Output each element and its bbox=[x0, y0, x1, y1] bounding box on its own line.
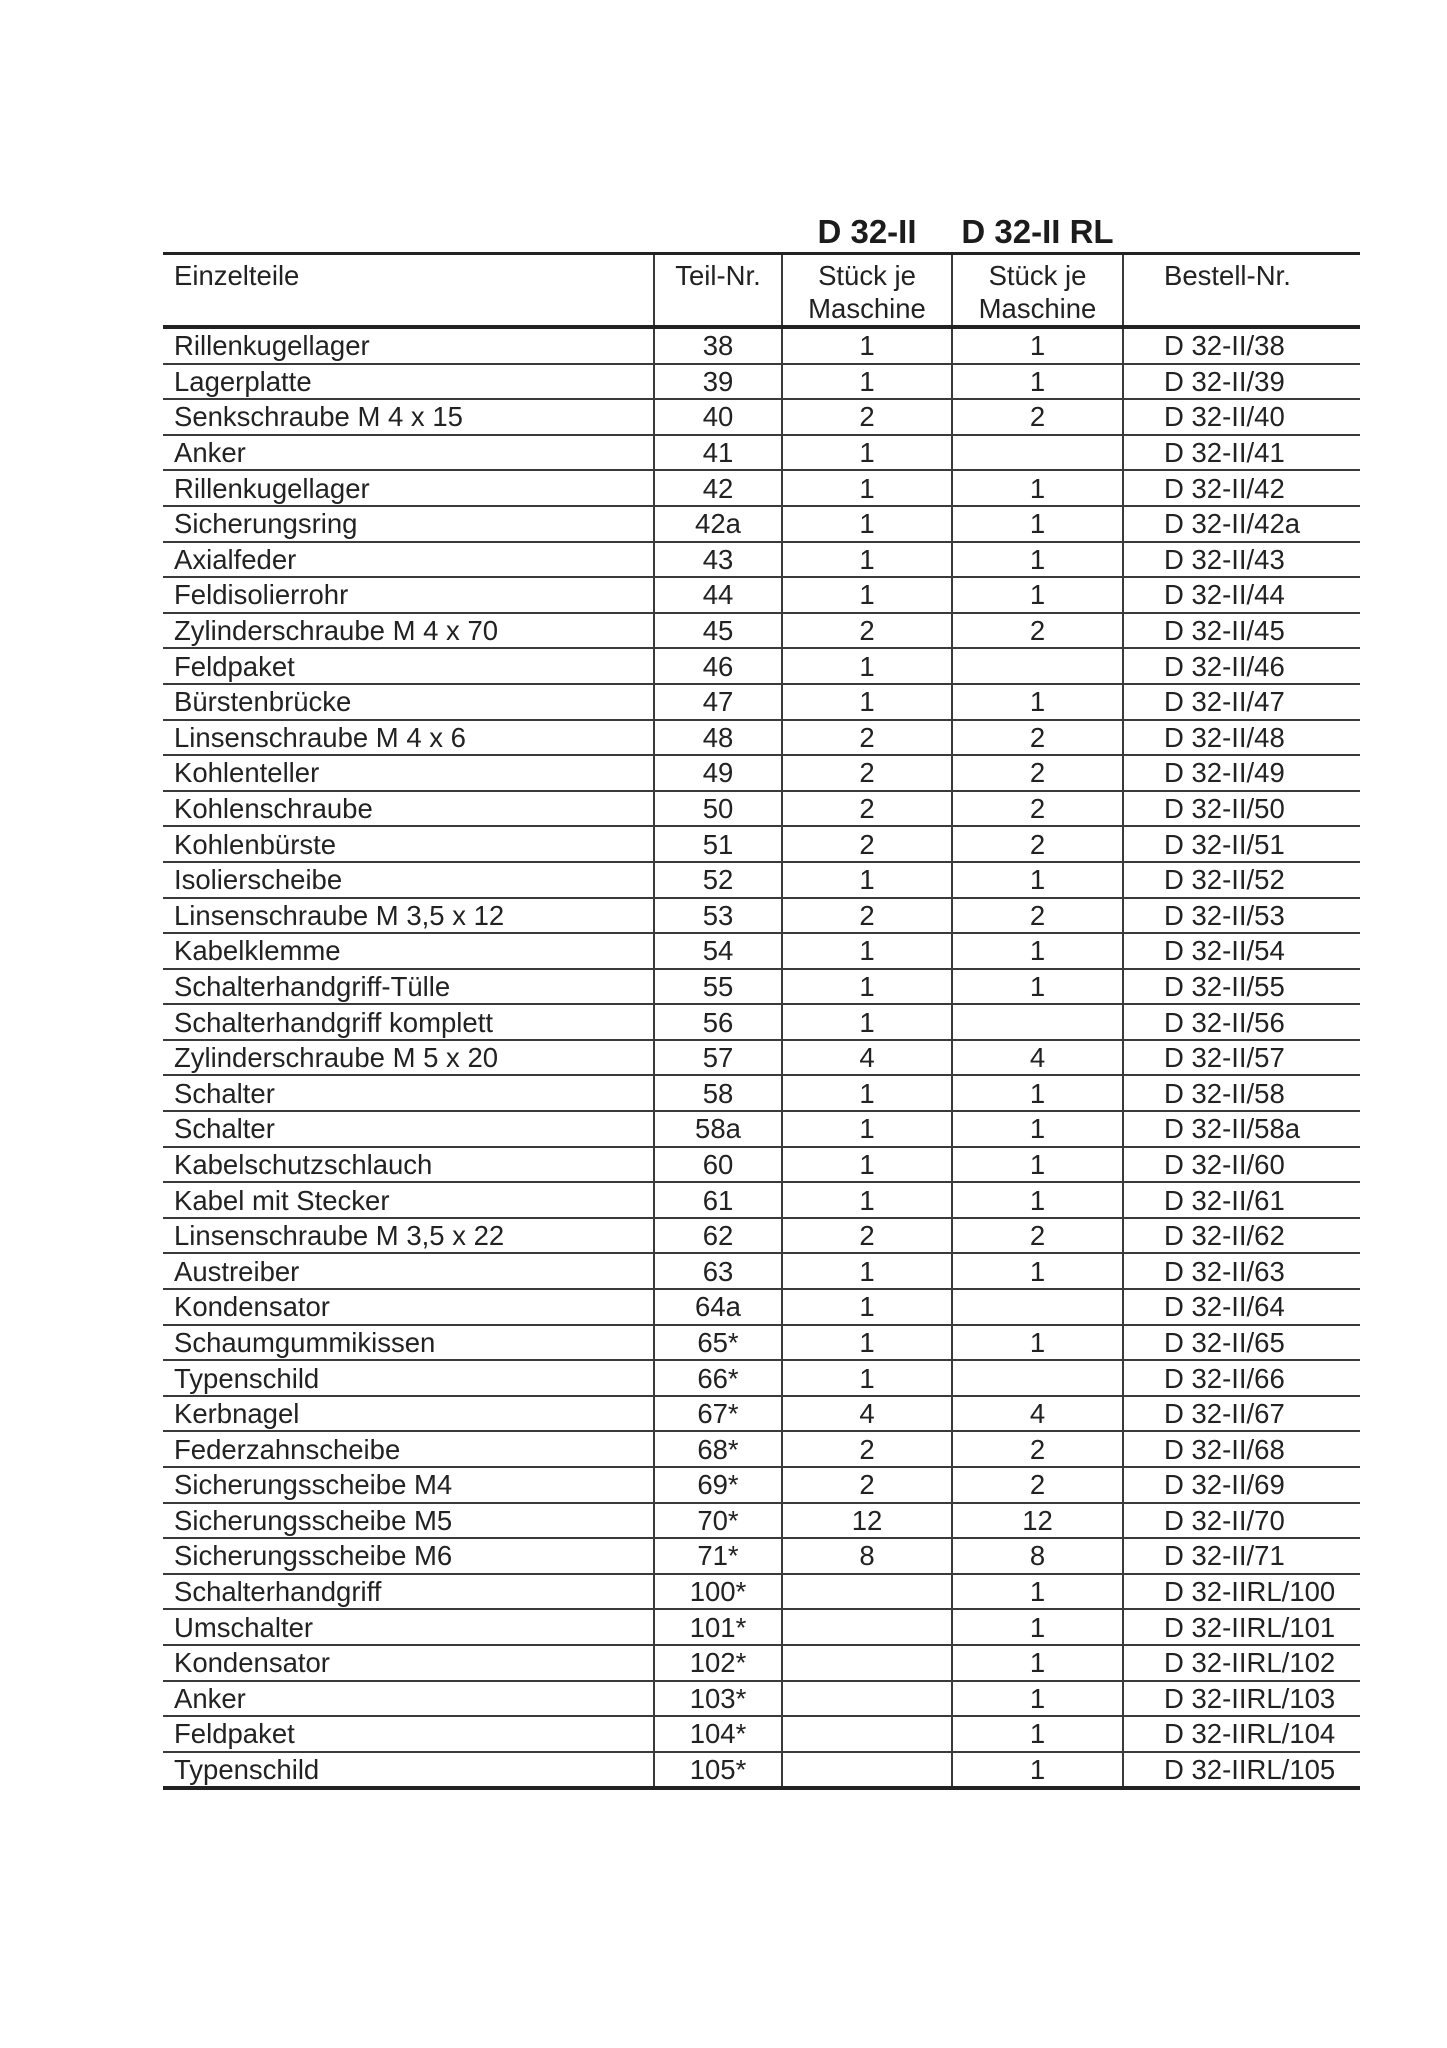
model-title-d32-ii: D 32-II bbox=[817, 213, 917, 250]
cell-order-number: D 32-II/42a bbox=[1123, 506, 1360, 542]
cell-part-number: 54 bbox=[654, 933, 782, 969]
cell-part-name: Linsenschraube M 4 x 6 bbox=[163, 720, 654, 756]
cell-part-name: Austreiber bbox=[163, 1253, 654, 1289]
table-row bbox=[163, 1431, 1360, 1467]
cell-qty-d32-ii: 1 bbox=[782, 1182, 952, 1218]
cell-qty-d32-ii-rl: 1 bbox=[952, 1752, 1123, 1789]
column-header-qty-1-line2: Maschine bbox=[808, 293, 926, 324]
table-row bbox=[163, 1218, 1360, 1254]
cell-part-name: Kohlenschraube bbox=[163, 791, 654, 827]
cell-part-number: 46 bbox=[654, 648, 782, 684]
cell-qty-d32-ii: 8 bbox=[782, 1538, 952, 1574]
cell-part-number: 71* bbox=[654, 1538, 782, 1574]
cell-qty-d32-ii: 4 bbox=[782, 1396, 952, 1432]
table-row bbox=[163, 542, 1360, 578]
cell-part-number: 63 bbox=[654, 1253, 782, 1289]
cell-qty-d32-ii: 1 bbox=[782, 470, 952, 506]
table-row bbox=[163, 506, 1360, 542]
cell-part-number: 103* bbox=[654, 1681, 782, 1717]
cell-part-name: Kondensator bbox=[163, 1289, 654, 1325]
cell-part-number: 41 bbox=[654, 435, 782, 471]
table-row bbox=[163, 791, 1360, 827]
cell-part-number: 52 bbox=[654, 862, 782, 898]
cell-qty-d32-ii bbox=[782, 1609, 952, 1645]
cell-part-name: Anker bbox=[163, 1681, 654, 1717]
table-row bbox=[163, 684, 1360, 720]
cell-qty-d32-ii: 1 bbox=[782, 933, 952, 969]
cell-order-number: D 32-II/46 bbox=[1123, 648, 1360, 684]
cell-part-number: 45 bbox=[654, 613, 782, 649]
cell-qty-d32-ii-rl: 2 bbox=[952, 613, 1123, 649]
cell-order-number: D 32-II/60 bbox=[1123, 1147, 1360, 1183]
model-title-d32-ii-rl: D 32-II RL bbox=[961, 213, 1114, 250]
table-row bbox=[163, 1645, 1360, 1681]
table-row bbox=[163, 862, 1360, 898]
column-header-qty-d32-ii-rl bbox=[952, 254, 1123, 328]
cell-part-name: Zylinderschraube M 4 x 70 bbox=[163, 613, 654, 649]
cell-part-name: Rillenkugellager bbox=[163, 327, 654, 364]
cell-qty-d32-ii-rl: 1 bbox=[952, 577, 1123, 613]
table-row bbox=[163, 1538, 1360, 1574]
cell-part-name: Bürstenbrücke bbox=[163, 684, 654, 720]
table-row bbox=[163, 1716, 1360, 1752]
cell-part-number: 51 bbox=[654, 826, 782, 862]
cell-order-number: D 32-II/58a bbox=[1123, 1111, 1360, 1147]
cell-qty-d32-ii: 1 bbox=[782, 542, 952, 578]
cell-qty-d32-ii-rl bbox=[952, 435, 1123, 471]
cell-part-name: Sicherungsscheibe M6 bbox=[163, 1538, 654, 1574]
cell-qty-d32-ii: 1 bbox=[782, 327, 952, 364]
table-row bbox=[163, 969, 1360, 1005]
cell-order-number: D 32-IIRL/105 bbox=[1123, 1752, 1360, 1789]
cell-qty-d32-ii bbox=[782, 1681, 952, 1717]
cell-part-number: 67* bbox=[654, 1396, 782, 1432]
cell-part-number: 70* bbox=[654, 1503, 782, 1539]
cell-order-number: D 32-IIRL/103 bbox=[1123, 1681, 1360, 1717]
cell-order-number: D 32-II/40 bbox=[1123, 399, 1360, 435]
cell-part-number: 48 bbox=[654, 720, 782, 756]
cell-part-number: 38 bbox=[654, 327, 782, 364]
column-header-qty-2-line2: Maschine bbox=[978, 293, 1097, 324]
table-row bbox=[163, 1609, 1360, 1645]
cell-part-name: Sicherungsscheibe M5 bbox=[163, 1503, 654, 1539]
table-row bbox=[163, 933, 1360, 969]
cell-qty-d32-ii-rl: 1 bbox=[952, 364, 1123, 400]
cell-part-name: Kohlenteller bbox=[163, 755, 654, 791]
cell-order-number: D 32-II/52 bbox=[1123, 862, 1360, 898]
cell-qty-d32-ii: 2 bbox=[782, 1218, 952, 1254]
cell-order-number: D 32-II/53 bbox=[1123, 898, 1360, 934]
cell-part-number: 102* bbox=[654, 1645, 782, 1681]
cell-qty-d32-ii-rl: 12 bbox=[952, 1503, 1123, 1539]
cell-part-name: Feldpaket bbox=[163, 1716, 654, 1752]
cell-part-name: Sicherungsring bbox=[163, 506, 654, 542]
cell-part-name: Schalterhandgriff komplett bbox=[163, 1004, 654, 1040]
cell-part-number: 68* bbox=[654, 1431, 782, 1467]
cell-qty-d32-ii-rl: 2 bbox=[952, 826, 1123, 862]
cell-part-number: 69* bbox=[654, 1467, 782, 1503]
cell-qty-d32-ii-rl: 2 bbox=[952, 791, 1123, 827]
cell-qty-d32-ii-rl: 1 bbox=[952, 969, 1123, 1005]
cell-part-number: 64a bbox=[654, 1289, 782, 1325]
cell-qty-d32-ii-rl: 1 bbox=[952, 1182, 1123, 1218]
cell-qty-d32-ii: 1 bbox=[782, 364, 952, 400]
cell-order-number: D 32-II/47 bbox=[1123, 684, 1360, 720]
column-header-part-no-label: Teil-Nr. bbox=[675, 260, 761, 291]
cell-part-name: Kohlenbürste bbox=[163, 826, 654, 862]
cell-qty-d32-ii-rl: 1 bbox=[952, 1147, 1123, 1183]
cell-qty-d32-ii-rl: 1 bbox=[952, 1111, 1123, 1147]
table-row bbox=[163, 648, 1360, 684]
parts-table-body bbox=[163, 327, 1360, 1788]
cell-part-number: 49 bbox=[654, 755, 782, 791]
cell-qty-d32-ii-rl: 1 bbox=[952, 1075, 1123, 1111]
cell-qty-d32-ii: 2 bbox=[782, 720, 952, 756]
cell-part-number: 42a bbox=[654, 506, 782, 542]
table-row bbox=[163, 399, 1360, 435]
cell-qty-d32-ii-rl: 1 bbox=[952, 933, 1123, 969]
column-header-qty-2-line1: Stück je bbox=[988, 260, 1087, 291]
table-row bbox=[163, 1004, 1360, 1040]
cell-qty-d32-ii-rl bbox=[952, 648, 1123, 684]
cell-qty-d32-ii: 1 bbox=[782, 862, 952, 898]
cell-order-number: D 32-II/44 bbox=[1123, 577, 1360, 613]
cell-qty-d32-ii: 1 bbox=[782, 1004, 952, 1040]
cell-order-number: D 32-II/51 bbox=[1123, 826, 1360, 862]
cell-order-number: D 32-IIRL/101 bbox=[1123, 1609, 1360, 1645]
cell-qty-d32-ii bbox=[782, 1716, 952, 1752]
table-row bbox=[163, 1396, 1360, 1432]
cell-qty-d32-ii: 12 bbox=[782, 1503, 952, 1539]
cell-qty-d32-ii: 2 bbox=[782, 791, 952, 827]
cell-order-number: D 32-IIRL/104 bbox=[1123, 1716, 1360, 1752]
cell-order-number: D 32-II/57 bbox=[1123, 1040, 1360, 1076]
cell-order-number: D 32-II/58 bbox=[1123, 1075, 1360, 1111]
cell-qty-d32-ii-rl: 2 bbox=[952, 1431, 1123, 1467]
cell-qty-d32-ii: 1 bbox=[782, 684, 952, 720]
cell-qty-d32-ii-rl: 2 bbox=[952, 1218, 1123, 1254]
cell-part-name: Feldpaket bbox=[163, 648, 654, 684]
cell-order-number: D 32-II/41 bbox=[1123, 435, 1360, 471]
cell-part-name: Anker bbox=[163, 435, 654, 471]
column-header-order-no-label: Bestell-Nr. bbox=[1164, 260, 1291, 291]
cell-qty-d32-ii-rl: 1 bbox=[952, 1609, 1123, 1645]
cell-qty-d32-ii-rl: 1 bbox=[952, 862, 1123, 898]
cell-qty-d32-ii-rl: 1 bbox=[952, 684, 1123, 720]
cell-part-name: Kabel mit Stecker bbox=[163, 1182, 654, 1218]
table-row bbox=[163, 435, 1360, 471]
cell-qty-d32-ii: 2 bbox=[782, 755, 952, 791]
cell-order-number: D 32-II/39 bbox=[1123, 364, 1360, 400]
cell-part-number: 105* bbox=[654, 1752, 782, 1789]
cell-qty-d32-ii: 1 bbox=[782, 1360, 952, 1396]
column-header-name bbox=[163, 254, 654, 328]
cell-qty-d32-ii: 1 bbox=[782, 1111, 952, 1147]
cell-part-name: Schalter bbox=[163, 1111, 654, 1147]
cell-qty-d32-ii-rl: 8 bbox=[952, 1538, 1123, 1574]
cell-qty-d32-ii: 1 bbox=[782, 506, 952, 542]
table-row bbox=[163, 613, 1360, 649]
cell-qty-d32-ii-rl bbox=[952, 1289, 1123, 1325]
cell-qty-d32-ii-rl: 2 bbox=[952, 1467, 1123, 1503]
cell-order-number: D 32-II/43 bbox=[1123, 542, 1360, 578]
cell-part-name: Sicherungsscheibe M4 bbox=[163, 1467, 654, 1503]
cell-part-name: Schalter bbox=[163, 1075, 654, 1111]
cell-qty-d32-ii-rl: 1 bbox=[952, 1681, 1123, 1717]
cell-part-name: Umschalter bbox=[163, 1609, 654, 1645]
table-row bbox=[163, 1360, 1360, 1396]
cell-qty-d32-ii-rl: 2 bbox=[952, 755, 1123, 791]
cell-part-number: 56 bbox=[654, 1004, 782, 1040]
cell-order-number: D 32-II/42 bbox=[1123, 470, 1360, 506]
table-row bbox=[163, 1111, 1360, 1147]
cell-order-number: D 32-II/64 bbox=[1123, 1289, 1360, 1325]
cell-part-number: 58a bbox=[654, 1111, 782, 1147]
column-header-qty-1-line1: Stück je bbox=[818, 260, 916, 291]
cell-order-number: D 32-II/65 bbox=[1123, 1325, 1360, 1361]
cell-order-number: D 32-II/54 bbox=[1123, 933, 1360, 969]
cell-qty-d32-ii-rl: 1 bbox=[952, 1325, 1123, 1361]
cell-qty-d32-ii: 1 bbox=[782, 577, 952, 613]
cell-qty-d32-ii: 1 bbox=[782, 1075, 952, 1111]
cell-part-number: 44 bbox=[654, 577, 782, 613]
cell-part-name: Federzahnscheibe bbox=[163, 1431, 654, 1467]
cell-qty-d32-ii: 1 bbox=[782, 648, 952, 684]
cell-part-number: 57 bbox=[654, 1040, 782, 1076]
cell-part-number: 43 bbox=[654, 542, 782, 578]
cell-part-number: 47 bbox=[654, 684, 782, 720]
table-row bbox=[163, 720, 1360, 756]
cell-order-number: D 32-II/49 bbox=[1123, 755, 1360, 791]
table-row bbox=[163, 1752, 1360, 1789]
cell-part-number: 58 bbox=[654, 1075, 782, 1111]
cell-part-name: Axialfeder bbox=[163, 542, 654, 578]
cell-order-number: D 32-II/56 bbox=[1123, 1004, 1360, 1040]
cell-part-name: Senkschraube M 4 x 15 bbox=[163, 399, 654, 435]
cell-qty-d32-ii bbox=[782, 1645, 952, 1681]
cell-part-name: Isolierscheibe bbox=[163, 862, 654, 898]
cell-part-number: 101* bbox=[654, 1609, 782, 1645]
cell-order-number: D 32-II/68 bbox=[1123, 1431, 1360, 1467]
cell-part-number: 66* bbox=[654, 1360, 782, 1396]
cell-qty-d32-ii bbox=[782, 1574, 952, 1610]
table-row bbox=[163, 1467, 1360, 1503]
parts-table bbox=[163, 252, 1360, 1790]
table-row bbox=[163, 327, 1360, 364]
cell-order-number: D 32-IIRL/100 bbox=[1123, 1574, 1360, 1610]
parts-table-header bbox=[163, 254, 1360, 328]
table-row bbox=[163, 1325, 1360, 1361]
cell-qty-d32-ii-rl: 1 bbox=[952, 506, 1123, 542]
cell-order-number: D 32-II/71 bbox=[1123, 1538, 1360, 1574]
cell-qty-d32-ii: 1 bbox=[782, 1325, 952, 1361]
cell-qty-d32-ii-rl: 4 bbox=[952, 1396, 1123, 1432]
cell-qty-d32-ii: 2 bbox=[782, 1467, 952, 1503]
cell-part-name: Schalterhandgriff bbox=[163, 1574, 654, 1610]
cell-qty-d32-ii-rl: 1 bbox=[952, 327, 1123, 364]
cell-qty-d32-ii-rl bbox=[952, 1004, 1123, 1040]
cell-qty-d32-ii: 1 bbox=[782, 435, 952, 471]
table-row bbox=[163, 826, 1360, 862]
cell-order-number: D 32-II/38 bbox=[1123, 327, 1360, 364]
cell-qty-d32-ii: 1 bbox=[782, 969, 952, 1005]
cell-qty-d32-ii: 2 bbox=[782, 898, 952, 934]
cell-qty-d32-ii: 2 bbox=[782, 1431, 952, 1467]
cell-part-number: 39 bbox=[654, 364, 782, 400]
column-header-name-label: Einzelteile bbox=[174, 260, 300, 291]
cell-order-number: D 32-II/55 bbox=[1123, 969, 1360, 1005]
cell-part-name: Zylinderschraube M 5 x 20 bbox=[163, 1040, 654, 1076]
cell-order-number: D 32-II/62 bbox=[1123, 1218, 1360, 1254]
cell-order-number: D 32-IIRL/102 bbox=[1123, 1645, 1360, 1681]
table-row bbox=[163, 1289, 1360, 1325]
cell-part-name: Kabelklemme bbox=[163, 933, 654, 969]
cell-qty-d32-ii-rl: 1 bbox=[952, 470, 1123, 506]
cell-qty-d32-ii: 2 bbox=[782, 826, 952, 862]
cell-part-number: 65* bbox=[654, 1325, 782, 1361]
cell-qty-d32-ii: 2 bbox=[782, 399, 952, 435]
cell-order-number: D 32-II/50 bbox=[1123, 791, 1360, 827]
cell-qty-d32-ii-rl: 1 bbox=[952, 1253, 1123, 1289]
cell-part-number: 60 bbox=[654, 1147, 782, 1183]
table-row bbox=[163, 898, 1360, 934]
cell-qty-d32-ii-rl: 2 bbox=[952, 399, 1123, 435]
cell-part-number: 55 bbox=[654, 969, 782, 1005]
cell-qty-d32-ii bbox=[782, 1752, 952, 1789]
cell-part-name: Schalterhandgriff-Tülle bbox=[163, 969, 654, 1005]
cell-qty-d32-ii: 1 bbox=[782, 1147, 952, 1183]
cell-part-name: Linsenschraube M 3,5 x 22 bbox=[163, 1218, 654, 1254]
cell-part-number: 50 bbox=[654, 791, 782, 827]
cell-part-name: Kondensator bbox=[163, 1645, 654, 1681]
table-row bbox=[163, 1147, 1360, 1183]
cell-order-number: D 32-II/66 bbox=[1123, 1360, 1360, 1396]
cell-part-number: 40 bbox=[654, 399, 782, 435]
cell-qty-d32-ii-rl: 2 bbox=[952, 720, 1123, 756]
table-row bbox=[163, 1253, 1360, 1289]
cell-qty-d32-ii: 2 bbox=[782, 613, 952, 649]
cell-part-number: 104* bbox=[654, 1716, 782, 1752]
table-row bbox=[163, 755, 1360, 791]
cell-part-name: Typenschild bbox=[163, 1360, 654, 1396]
cell-part-name: Lagerplatte bbox=[163, 364, 654, 400]
cell-order-number: D 32-II/48 bbox=[1123, 720, 1360, 756]
cell-part-name: Feldisolierrohr bbox=[163, 577, 654, 613]
table-row bbox=[163, 1574, 1360, 1610]
cell-qty-d32-ii: 4 bbox=[782, 1040, 952, 1076]
cell-part-name: Typenschild bbox=[163, 1752, 654, 1789]
table-row bbox=[163, 470, 1360, 506]
column-header-qty-d32-ii bbox=[782, 254, 952, 328]
cell-part-name: Rillenkugellager bbox=[163, 470, 654, 506]
cell-qty-d32-ii-rl: 1 bbox=[952, 1574, 1123, 1610]
cell-qty-d32-ii-rl: 2 bbox=[952, 898, 1123, 934]
cell-qty-d32-ii-rl: 1 bbox=[952, 1645, 1123, 1681]
table-row bbox=[163, 1040, 1360, 1076]
cell-order-number: D 32-II/45 bbox=[1123, 613, 1360, 649]
cell-part-name: Schaumgummikissen bbox=[163, 1325, 654, 1361]
table-row bbox=[163, 1182, 1360, 1218]
cell-part-number: 53 bbox=[654, 898, 782, 934]
cell-part-name: Kerbnagel bbox=[163, 1396, 654, 1432]
cell-order-number: D 32-II/67 bbox=[1123, 1396, 1360, 1432]
table-row bbox=[163, 1503, 1360, 1539]
cell-part-number: 100* bbox=[654, 1574, 782, 1610]
cell-part-name: Kabelschutzschlauch bbox=[163, 1147, 654, 1183]
table-row bbox=[163, 364, 1360, 400]
table-row bbox=[163, 577, 1360, 613]
cell-qty-d32-ii: 1 bbox=[782, 1289, 952, 1325]
cell-order-number: D 32-II/70 bbox=[1123, 1503, 1360, 1539]
cell-order-number: D 32-II/63 bbox=[1123, 1253, 1360, 1289]
cell-part-name: Linsenschraube M 3,5 x 12 bbox=[163, 898, 654, 934]
table-row bbox=[163, 1075, 1360, 1111]
cell-order-number: D 32-II/69 bbox=[1123, 1467, 1360, 1503]
model-titles bbox=[782, 214, 1123, 250]
cell-part-number: 42 bbox=[654, 470, 782, 506]
cell-qty-d32-ii-rl bbox=[952, 1360, 1123, 1396]
cell-qty-d32-ii-rl: 4 bbox=[952, 1040, 1123, 1076]
cell-part-number: 61 bbox=[654, 1182, 782, 1218]
column-header-part-no bbox=[654, 254, 782, 328]
cell-qty-d32-ii: 1 bbox=[782, 1253, 952, 1289]
cell-order-number: D 32-II/61 bbox=[1123, 1182, 1360, 1218]
cell-qty-d32-ii-rl: 1 bbox=[952, 542, 1123, 578]
cell-part-number: 62 bbox=[654, 1218, 782, 1254]
table-row bbox=[163, 1681, 1360, 1717]
header-row bbox=[163, 254, 1360, 328]
cell-qty-d32-ii-rl: 1 bbox=[952, 1716, 1123, 1752]
column-header-order-no bbox=[1123, 254, 1360, 328]
